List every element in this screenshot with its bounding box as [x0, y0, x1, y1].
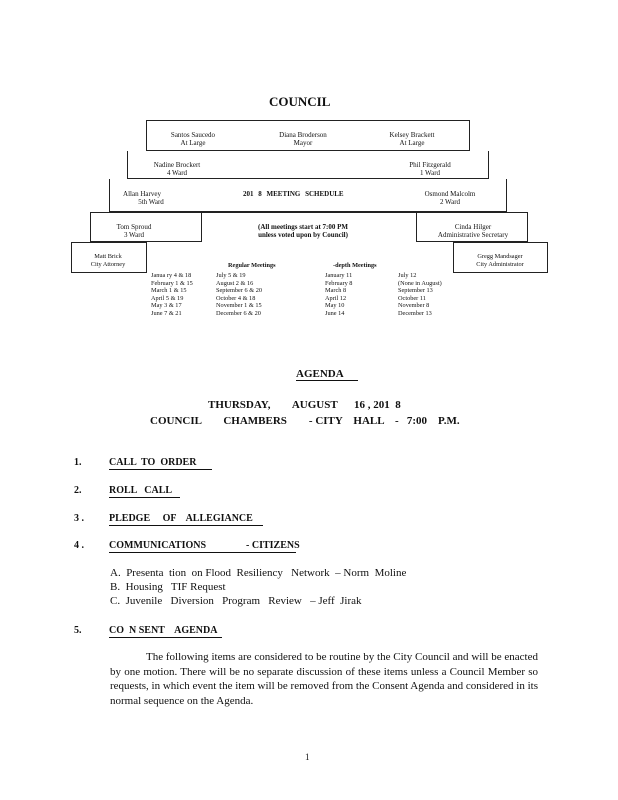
- indepth-col1: [325, 272, 352, 317]
- schedule-date: September 6 & 20: [216, 287, 262, 294]
- ward1-member: [400, 161, 460, 177]
- schedule-date: December 6 & 20: [216, 309, 261, 317]
- schedule-date: October 4 & 18: [216, 294, 256, 302]
- member-role: City Attorney: [90, 260, 126, 268]
- at-large-left-member: [163, 131, 223, 147]
- schedule-date: March 8: [325, 287, 347, 294]
- schedule-date: Janua ry 4 & 18: [151, 272, 192, 279]
- schedule-date: July 5 & 19: [216, 272, 246, 279]
- schedule-date: April 5 & 19: [151, 294, 184, 302]
- member-role: At Large: [399, 139, 425, 147]
- agenda-item-pledge: PLEDGE OF ALLEGIANCE: [109, 513, 263, 526]
- indepth-meetings-label: -depth Meetings: [333, 262, 377, 269]
- agenda-item-number: 4 .: [74, 540, 84, 551]
- communications-item-b: B. Housing TIF Request: [110, 581, 226, 593]
- agenda-item-consent: CO N SENT AGENDA: [109, 625, 222, 638]
- communications-item-c: C. Juvenile Diversion Program Review – Jeff Jirak: [110, 595, 362, 607]
- mayor-member: [270, 131, 336, 147]
- schedule-date: December 13: [398, 309, 432, 317]
- schedule-date: August 2 & 16: [216, 279, 254, 287]
- member-role: City Administrator: [476, 260, 524, 268]
- page-number: 1: [305, 752, 310, 762]
- member-role: Mayor: [293, 139, 313, 147]
- member-name: Diana Broderson: [279, 131, 327, 139]
- schedule-date: June 7 & 21: [151, 309, 182, 317]
- member-role: 4 Ward: [166, 169, 188, 177]
- schedule-date: July 12: [398, 272, 417, 279]
- agenda-item-number: 2.: [74, 485, 82, 496]
- member-role: Administrative Secretary: [437, 231, 509, 239]
- agenda-item-call-to-order: CALL TO ORDER: [109, 457, 212, 470]
- member-name: Gregg Mandsager: [477, 253, 523, 260]
- schedule-date: February 1 & 15: [151, 279, 193, 287]
- agenda-item-roll-call: ROLL CALL: [109, 485, 180, 498]
- agenda-date: THURSDAY, AUGUST 16 , 201 8: [208, 399, 401, 411]
- schedule-date: September 13: [398, 287, 433, 294]
- schedule-date: October 11: [398, 294, 426, 302]
- schedule-note-line2: unless voted upon by Council): [258, 231, 348, 239]
- ward2-member: [420, 190, 480, 206]
- member-role: 1 Ward: [419, 169, 441, 177]
- member-name: Allan Harvey: [123, 190, 161, 198]
- schedule-date: November 1 & 15: [216, 302, 262, 309]
- schedule-note: [240, 223, 366, 239]
- schedule-date: May 10: [325, 302, 345, 309]
- schedule-date: March 1 & 15: [151, 287, 187, 294]
- member-name: Phil Fitzgerald: [409, 161, 451, 169]
- member-name: Nadine Brockert: [153, 161, 201, 169]
- schedule-date: June 14: [325, 309, 345, 317]
- member-name: Santos Saucedo: [170, 131, 216, 139]
- ward4-member: [146, 161, 208, 177]
- at-large-right-member: [382, 131, 442, 147]
- agenda-item-number: 5.: [74, 625, 82, 636]
- consent-paragraph: The following items are considered to be routine by the City Council and will be enacted by one motion. There will be no separate discussion of these items unless a Council Member so requests, in which event the item will be removed from the Consent Agenda and considered in its normal sequence on the Agenda.: [110, 651, 538, 707]
- agenda-item-number: 3 .: [74, 513, 84, 524]
- regular-col2: [216, 272, 262, 317]
- agenda-item-communications: COMMUNICATIONS - CITIZENS: [109, 540, 300, 551]
- member-role: At Large: [180, 139, 206, 147]
- schedule-date: February 8: [325, 279, 353, 287]
- schedule-date: May 3 & 17: [151, 302, 182, 309]
- secretary-member: [420, 223, 526, 239]
- attorney-member: [72, 253, 144, 268]
- member-name: Tom Sproud: [116, 223, 152, 231]
- ward5-member: [114, 190, 170, 206]
- communications-item-a: A. Presenta tion on Flood Resiliency Network – Norm Moline: [110, 567, 407, 579]
- schedule-title: 201 8 MEETING SCHEDULE: [243, 190, 344, 198]
- regular-meetings-label: Regular Meetings: [228, 262, 276, 269]
- agenda-location: COUNCIL CHAMBERS - CITY HALL - 7:00 P.M.: [150, 415, 460, 427]
- schedule-date: November 8: [398, 302, 430, 309]
- member-role: 3 Ward: [123, 231, 145, 239]
- member-name: Matt Brick: [94, 253, 122, 260]
- agenda-title: AGENDA: [296, 368, 358, 381]
- member-name: Cinda Hilger: [454, 223, 492, 231]
- member-name: Osmond Malcolm: [424, 190, 476, 198]
- schedule-date: April 12: [325, 294, 347, 302]
- page-title: COUNCIL: [269, 94, 331, 109]
- member-role: 2 Ward: [439, 198, 461, 206]
- schedule-date: (None in August): [398, 279, 442, 287]
- administrator-member: [455, 253, 545, 268]
- member-name: Kelsey Brackett: [389, 131, 435, 139]
- indepth-col2: [398, 272, 442, 317]
- agenda-item-number: 1.: [74, 457, 82, 468]
- ward3-member: [104, 223, 164, 239]
- regular-col1: [151, 272, 193, 317]
- schedule-note-line1: (All meetings start at 7:00 PM: [257, 223, 348, 231]
- member-role: 5th Ward: [138, 198, 164, 206]
- schedule-date: January 11: [325, 272, 353, 279]
